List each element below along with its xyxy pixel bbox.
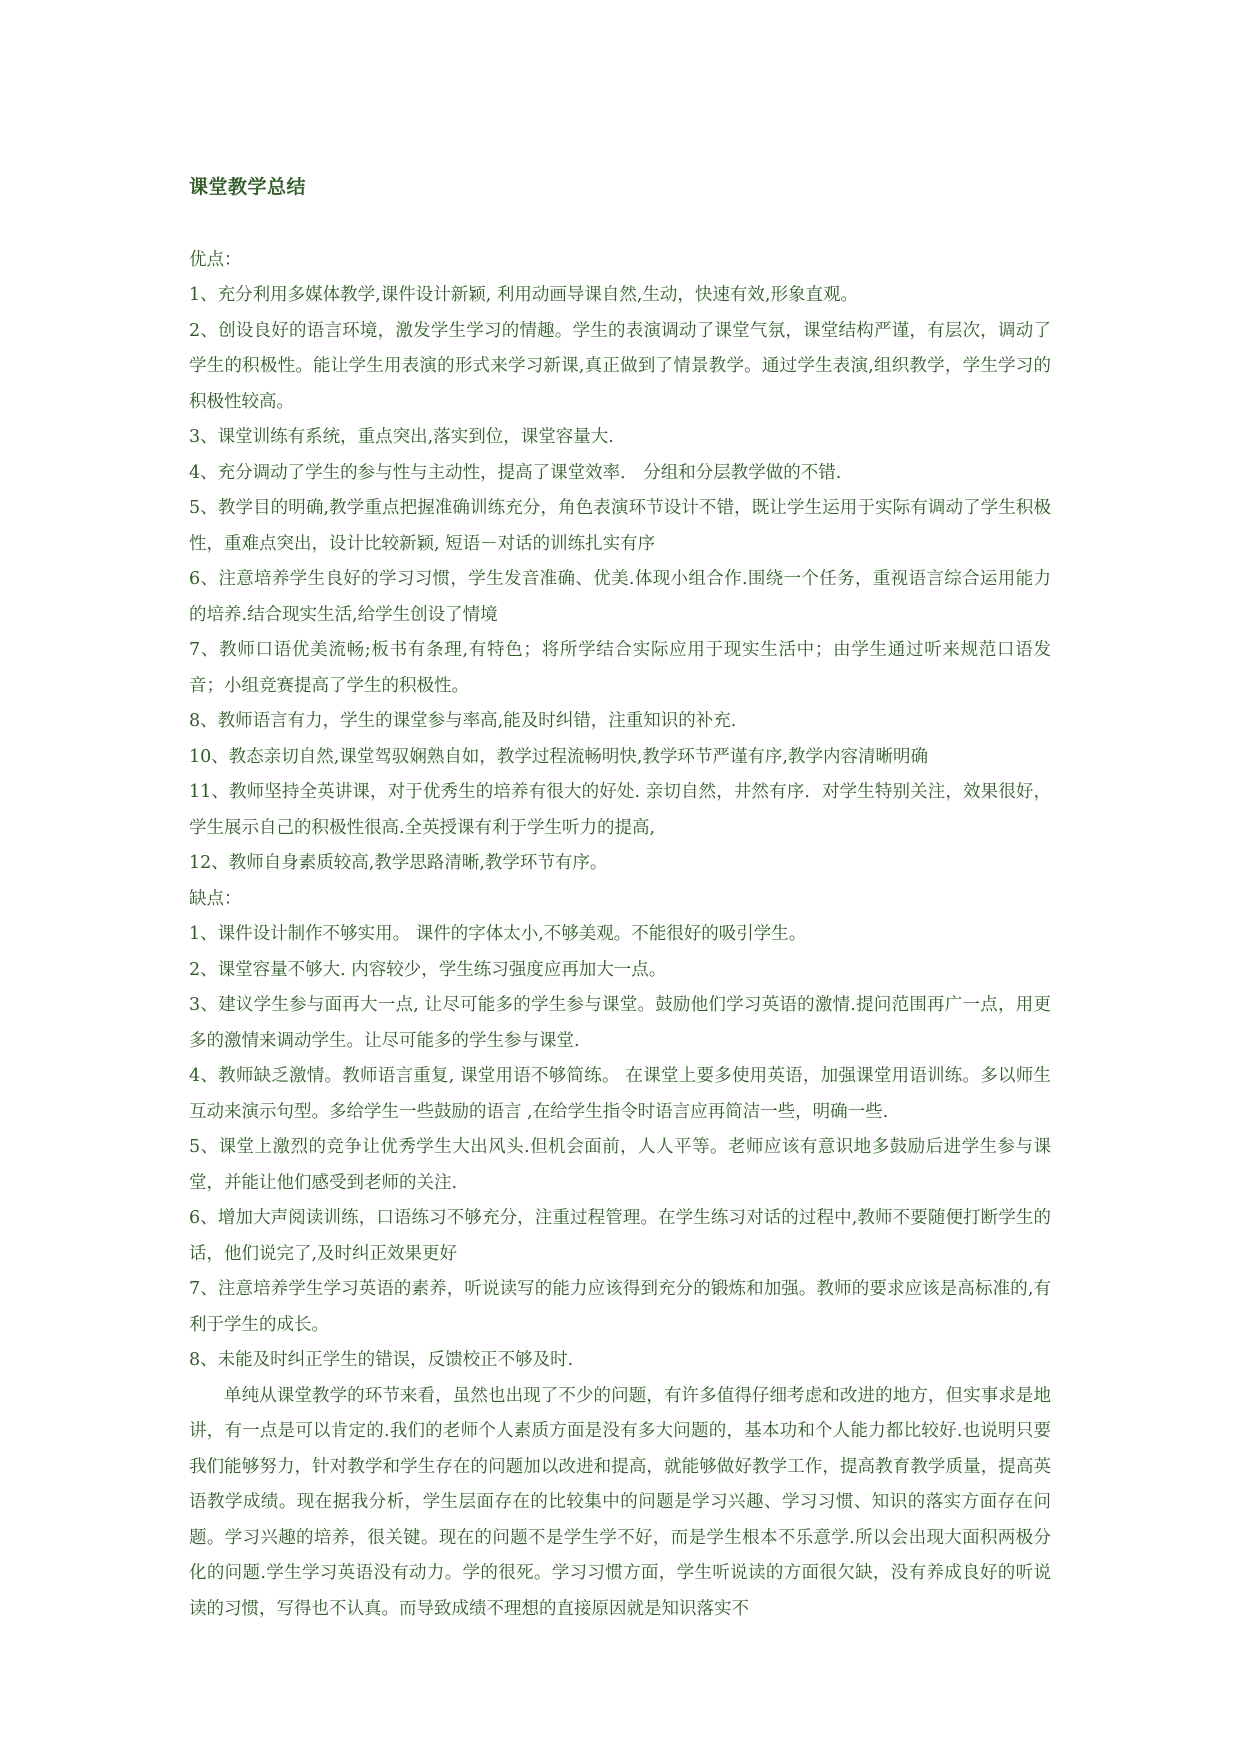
- strength-item: 11、教师坚持全英讲课，对于优秀生的培养有很大的好处. 亲切自然，井然有序．对学生特别关注，效果很好，学生展示自己的积极性很高.全英授课有利于学生听力的提高,: [189, 782, 1051, 838]
- weakness-item: 3、建议学生参与面再大一点, 让尽可能多的学生参与课堂。鼓励他们学习英语的激情.提问范围再广一点，用更多的激情来调动学生。让尽可能多的学生参与课堂.: [189, 995, 1051, 1051]
- weakness-item: 4、教师缺乏激情。教师语言重复, 课堂用语不够简练。 在课堂上要多使用英语，加强课堂用语训练。多以师生互动来演示句型。多给学生一些鼓励的语言 ,在给学生指令时语言应再简洁一些，明确一些.: [189, 1066, 1051, 1122]
- weakness-item: 5、课堂上激烈的竞争让优秀学生大出风头.但机会面前，人人平等。老师应该有意识地多鼓励后进学生参与课堂，并能让他们感受到老师的关注.: [189, 1137, 1051, 1193]
- strength-item: 8、教师语言有力，学生的课堂参与率高,能及时纠错，注重知识的补充.: [189, 711, 737, 731]
- title-spacer: [189, 206, 1051, 243]
- document-title: 课堂教学总结: [189, 176, 307, 198]
- weakness-item: 7、注意培养学生学习英语的素养，听说读写的能力应该得到充分的锻炼和加强。教师的要求应该是高标准的,有利于学生的成长。: [189, 1279, 1051, 1335]
- strength-item: 7、教师口语优美流畅;板书有条理,有特色；将所学结合实际应用于现实生活中；由学生通过听来规范口语发音；小组竞赛提高了学生的积极性。: [189, 640, 1051, 696]
- strength-item: 3、课堂训练有系统，重点突出,落实到位，课堂容量大.: [189, 427, 614, 447]
- document-body: [189, 170, 1051, 1627]
- strength-item: 12、教师自身素质较高,教学思路清晰,教学环节有序。: [189, 853, 608, 873]
- strength-item: 2、创设良好的语言环境，激发学生学习的情趣。学生的表演调动了课堂气氛，课堂结构严谨，有层次，调动了学生的积极性。能让学生用表演的形式来学习新课,真正做到了情景教学。通过学生表演,组织教学，学生学习的积极性较高。: [189, 320, 1051, 412]
- strength-item: 4、充分调动了学生的参与性与主动性，提高了课堂效率． 分组和分层教学做的不错.: [189, 462, 842, 483]
- closing-paragraph: 单纯从课堂教学的环节来看，虽然也出现了不少的问题，有许多值得仔细考虑和改进的地方，但实事求是地讲，有一点是可以肯定的.我们的老师个人素质方面是没有多大问题的，基本功和个人能力都比较好.也说明只要我们能够努力，针对教学和学生存在的问题加以改进和提高，就能够做好教学工作，提高教育教学质量，提高英语教学成绩。现在据我分析，学生层面存在的比较集中的问题是学习兴趣、学习习惯、知识的落实方面存在问题。学习兴趣的培养，很关键。现在的问题不是学生学不好，而是学生根本不乐意学.所以会出现大面积两极分化的问题.学生学习英语没有动力。学的很死。学习习惯方面，学生听说读的方面很欠缺，没有养成良好的听说读的习惯，写得也不认真。而导致成绩不理想的直接原因就是知识落实不: [189, 1385, 1051, 1619]
- strength-item: 5、教学目的明确,教学重点把握准确训练充分，角色表演环节设计不错，既让学生运用于实际有调动了学生积极性，重难点突出，设计比较新颖, 短语－对话的训练扎实有序: [189, 498, 1051, 554]
- strengths-heading: 优点：: [189, 249, 242, 270]
- strength-item: 6、注意培养学生良好的学习习惯，学生发音准确、优美.体现小组合作.围绕一个任务，重视语言综合运用能力的培养.结合现实生活,给学生创设了情境: [189, 569, 1051, 625]
- weakness-item: 6、增加大声阅读训练，口语练习不够充分，注重过程管理。在学生练习对话的过程中,教师不要随便打断学生的话，他们说完了,及时纠正效果更好: [189, 1208, 1051, 1264]
- weakness-item: 8、未能及时纠正学生的错误，反馈校正不够及时.: [189, 1350, 574, 1370]
- weaknesses-heading: 缺点：: [189, 888, 242, 909]
- strength-item: 1、充分利用多媒体教学,课件设计新颖, 利用动画导课自然,生动，快速有效,形象直观。: [189, 285, 858, 305]
- weakness-item: 1、课件设计制作不够实用。 课件的字体太小,不够美观。不能很好的吸引学生。: [189, 924, 807, 944]
- weakness-item: 2、课堂容量不够大. 内容较少，学生练习强度应再加大一点。: [189, 959, 667, 980]
- strength-item: 10、教态亲切自然,课堂驾驭娴熟自如，教学过程流畅明快,教学环节严谨有序,教学内容清晰明确: [189, 746, 928, 767]
